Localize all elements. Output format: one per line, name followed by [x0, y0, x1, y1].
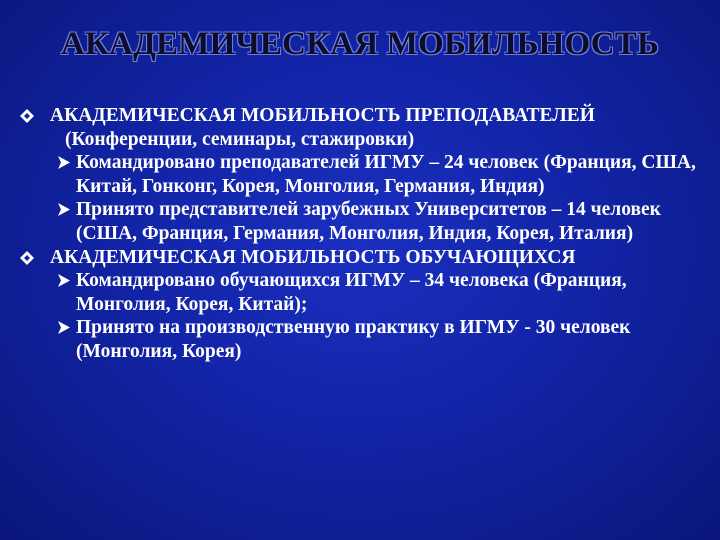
diamond-bullet-icon [20, 109, 34, 123]
arrow-bullet-icon [58, 274, 70, 287]
list-item [20, 316, 710, 363]
diamond-bullet-icon [20, 251, 34, 265]
section-heading: АКАДЕМИЧЕСКАЯ МОБИЛЬНОСТЬ ОБУЧАЮЩИХСЯ [50, 246, 576, 268]
list-item-text: Командировано преподавателей ИГМУ – 24 человек (Франция, США, Китай, Гонконг, Корея, Монголия, Германия, Индия) [76, 152, 696, 197]
list-item [20, 269, 710, 316]
list-item [20, 198, 710, 245]
list-item-text: Принято представителей зарубежных Университетов – 14 человек (США, Франция, Германия, Монголия, Индия, Корея, Италия) [76, 199, 661, 244]
arrow-bullet-icon [58, 156, 70, 169]
list-item [20, 151, 710, 198]
list-item-text: Командировано обучающихся ИГМУ – 34 человека (Франция, Монголия, Корея, Китай); [76, 270, 627, 315]
section-note: (Конференции, семинары, стажировки) [65, 128, 415, 150]
section-heading: АКАДЕМИЧЕСКАЯ МОБИЛЬНОСТЬ ПРЕПОДАВАТЕЛЕЙ [50, 105, 595, 126]
slide-content [20, 104, 710, 364]
slide-title: АКАДЕМИЧЕСКАЯ МОБИЛЬНОСТЬ [60, 26, 660, 62]
list-item-text: Принято на производственную практику в ИГМУ - 30 человек (Монголия, Корея) [76, 317, 631, 362]
arrow-bullet-icon [58, 203, 70, 216]
section-students [20, 246, 710, 270]
arrow-bullet-icon [58, 321, 70, 334]
section-teachers [20, 104, 710, 151]
